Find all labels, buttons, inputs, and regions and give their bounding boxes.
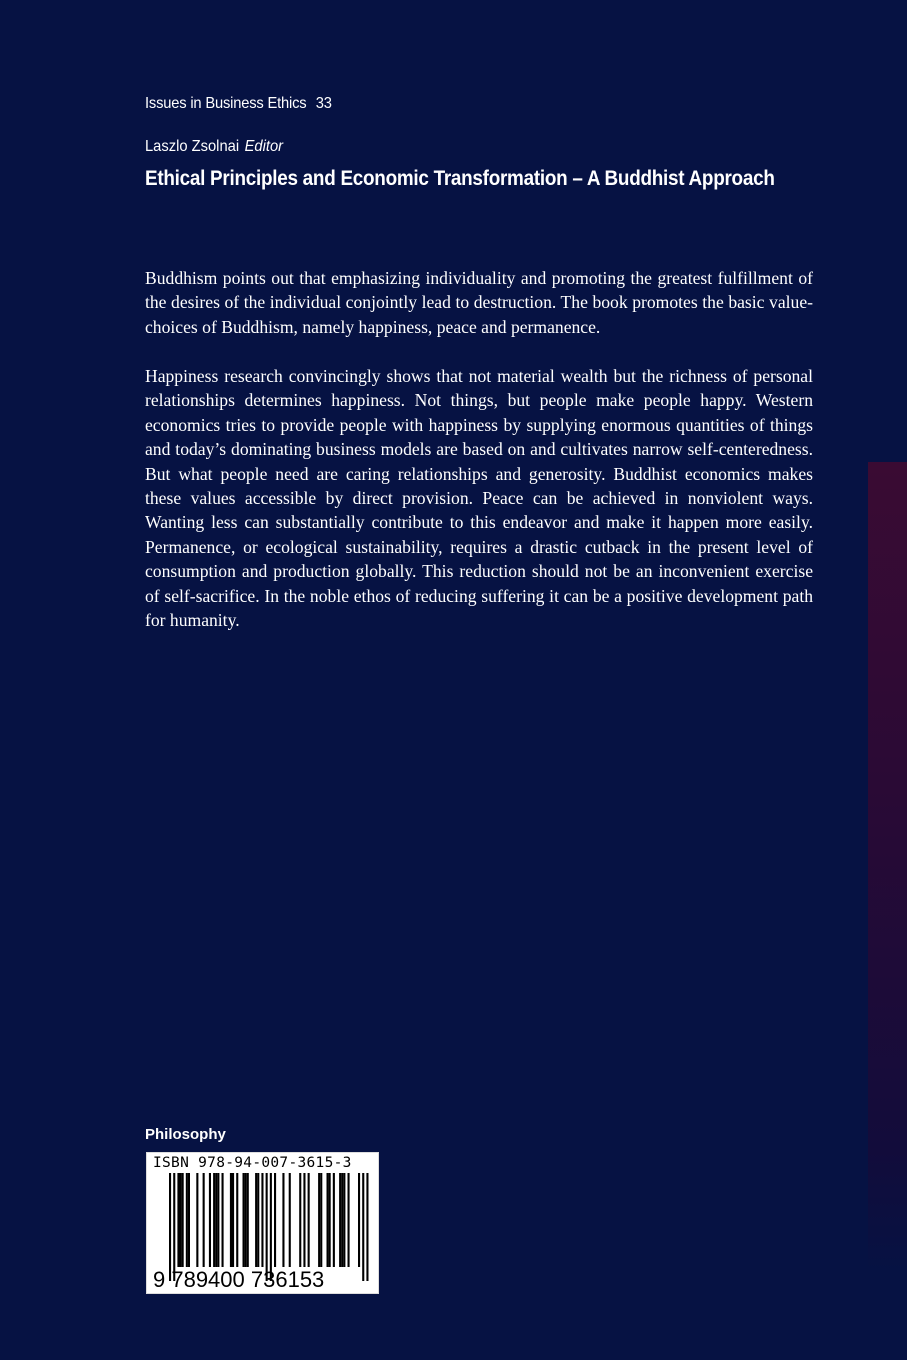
barcode-bar: [333, 1173, 335, 1267]
barcode-bar: [299, 1173, 301, 1267]
barcode-bar: [358, 1173, 360, 1267]
barcode-bar: [282, 1173, 284, 1267]
editor-role: Editor: [244, 138, 284, 155]
barcode-bar: [217, 1173, 219, 1267]
series-name: Issues in Business Ethics: [145, 95, 307, 112]
barcode-bar: [327, 1173, 329, 1267]
barcode-bar: [196, 1173, 198, 1267]
barcode-bar: [255, 1173, 257, 1267]
barcode-bar: [182, 1173, 184, 1267]
barcode-bar: [366, 1173, 368, 1281]
barcode-bar: [341, 1173, 343, 1267]
barcode-bar: [274, 1173, 276, 1267]
barcode-bar: [236, 1173, 238, 1267]
barcode-bar: [222, 1173, 224, 1267]
barcode-bar: [230, 1173, 232, 1267]
barcode-bar: [308, 1173, 310, 1267]
editor-name: Laszlo Zsolnai: [145, 138, 240, 155]
barcode-bar: [329, 1173, 331, 1267]
editor-line: [145, 138, 283, 156]
barcode-bar: [320, 1173, 322, 1267]
barcode-bar: [245, 1173, 247, 1267]
isbn-barcode: [146, 1152, 379, 1294]
barcode-bar: [266, 1173, 268, 1281]
barcode-bar: [247, 1173, 249, 1267]
barcode-bar: [169, 1173, 171, 1281]
barcode-bar: [203, 1173, 205, 1267]
barcode-bar: [173, 1173, 175, 1281]
barcode-bar: [343, 1173, 345, 1267]
barcode-bar: [270, 1173, 272, 1281]
book-title: Ethical Principles and Economic Transformation – A Buddhist Approach: [145, 167, 775, 190]
blurb-paragraph-2: Happiness research convincingly shows that not material wealth but the richness of personal relationships determines happiness. Not things, but people make people happy. Western economics tries to provide people with happiness by supplying enormous quantities of things and today’s dominating business models are based on and cultivates narrow self-centeredness. But what people need are caring relationships and generosity. Buddhist economics makes these values accessible by direct provision. Peace can be achieved in nonviolent ways. Wanting less can substantially contribute to this endeavor and make it happen more easily. Permanence, or ecological sustainability, requires a drastic cutback in the present level of consumption and production globally. This reduction should not be an inconvenient exercise of self-sacrifice. In the noble ethos of reducing suffering it can be a positive development path for humanity.: [145, 366, 813, 631]
barcode-bar: [188, 1173, 190, 1267]
barcode-bar: [318, 1173, 320, 1267]
barcode-bar: [362, 1173, 364, 1281]
barcode-bar: [177, 1173, 179, 1267]
spine-accent-strip: [868, 462, 907, 1272]
barcode-bar: [348, 1173, 350, 1267]
barcode-bar: [232, 1173, 234, 1267]
barcode-bar: [243, 1173, 245, 1267]
barcode-bar: [261, 1173, 263, 1267]
ean-digits: 9 789400 736153: [153, 1267, 325, 1292]
barcode-bar: [180, 1173, 182, 1267]
isbn-label: ISBN 978-94-007-3615-3: [153, 1155, 352, 1171]
barcode-bar: [209, 1173, 211, 1267]
barcode-bar: [303, 1173, 305, 1267]
barcode-bar: [186, 1173, 188, 1267]
series-line: [145, 95, 332, 113]
barcode-bar: [289, 1173, 291, 1267]
barcode-bar: [339, 1173, 341, 1267]
barcode-bar: [215, 1173, 217, 1267]
series-number: 33: [315, 95, 332, 112]
blurb-paragraph-1: Buddhism points out that emphasizing individuality and promoting the greatest fulfillment of the desires of the individual conjointly lead to destruction. The book promotes the basic value-choices of Buddhism, namely happiness, peace and permanence.: [145, 268, 813, 337]
subject-category: Philosophy: [145, 1126, 226, 1143]
barcode-bar: [213, 1173, 215, 1267]
barcode-bar: [257, 1173, 259, 1267]
